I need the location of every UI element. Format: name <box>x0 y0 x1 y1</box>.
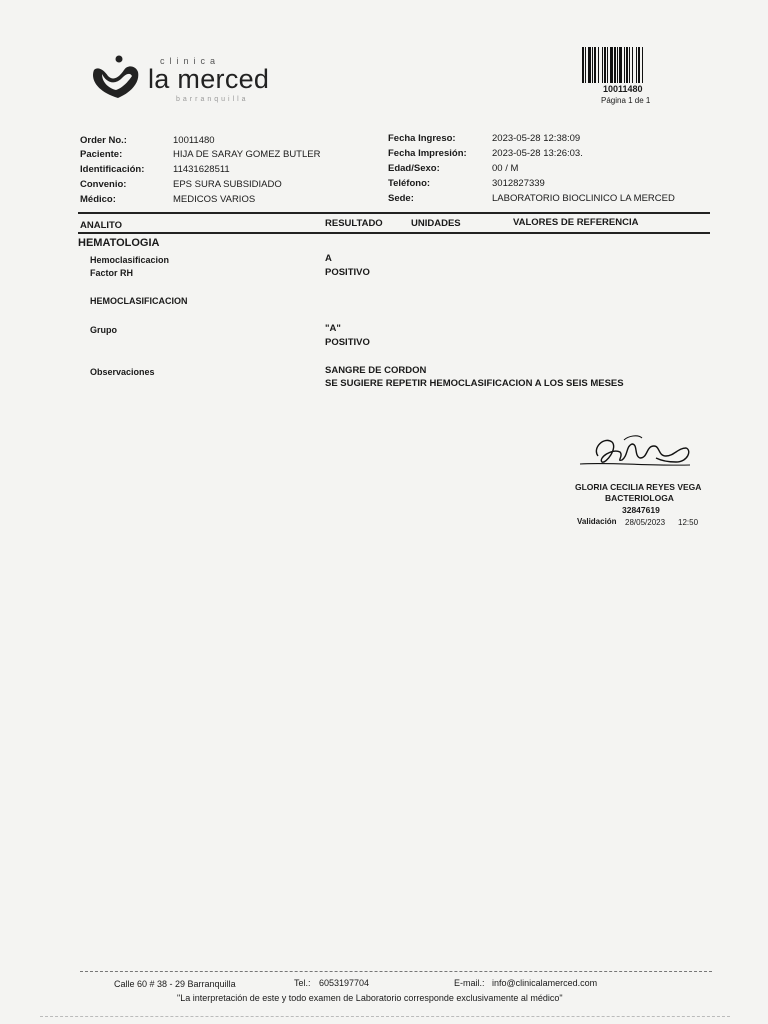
grupo-rh-value: POSITIVO <box>325 337 370 348</box>
order-no-label: Order No.: <box>80 135 127 146</box>
column-analito: ANALITO <box>80 220 123 231</box>
footer-tel-value: 6053197704 <box>319 978 370 988</box>
signer-id: 32847619 <box>622 505 660 515</box>
order-no-value: 10011480 <box>173 135 215 146</box>
page-indicator: Página 1 de 1 <box>601 96 651 105</box>
logo-main-text: la merced <box>148 64 270 94</box>
edad-sexo-label: Edad/Sexo: <box>388 163 440 174</box>
clinic-logo <box>88 52 148 102</box>
validation-date: 28/05/2023 <box>625 518 666 527</box>
footer-email-value: info@clinicalamerced.com <box>492 978 598 988</box>
signer-role: BACTERIOLOGA <box>605 493 674 503</box>
fecha-impresion-label: Fecha Impresión: <box>388 148 467 159</box>
logo-tagline: barranquilla <box>176 96 249 103</box>
validation-time: 12:50 <box>678 518 699 527</box>
telefono-label: Teléfono: <box>388 178 431 189</box>
barcode-number: 10011480 <box>603 84 643 94</box>
footer-email-label: E-mail.: <box>454 978 485 988</box>
observaciones-label: Observaciones <box>90 367 155 377</box>
telefono-value: 3012827339 <box>492 178 545 189</box>
validation-label: Validación <box>577 517 617 526</box>
footer-tel-label: Tel.: <box>294 978 311 988</box>
hemoclasificacion-value: A <box>325 253 332 264</box>
sede-value: LABORATORIO BIOCLINICO LA MERCED <box>492 193 675 204</box>
footer-address: Calle 60 # 38 - 29 Barranquilla <box>114 979 236 989</box>
medico-label: Médico: <box>80 194 116 205</box>
signer-name: GLORIA CECILIA REYES VEGA <box>575 482 702 492</box>
barcode <box>582 47 670 83</box>
convenio-value: EPS SURA SUBSIDIADO <box>173 179 282 190</box>
fecha-ingreso-label: Fecha Ingreso: <box>388 133 456 144</box>
section-title: HEMATOLOGIA <box>78 237 160 249</box>
column-valores-referencia: VALORES DE REFERENCIA <box>513 217 639 228</box>
footer-note: "La interpretación de este y todo examen de Laboratorio corresponde exclusivamente al médico" <box>177 993 563 1003</box>
logo-small-text: clinica <box>160 56 221 66</box>
column-unidades: UNIDADES <box>411 218 461 229</box>
fecha-impresion-value: 2023-05-28 13:26:03. <box>492 148 583 159</box>
hemoclasificacion-subheading: HEMOCLASIFICACION <box>90 296 188 306</box>
factor-rh-value: POSITIVO <box>325 267 370 278</box>
header-top-rule <box>78 212 710 214</box>
identification-label: Identificación: <box>80 164 145 175</box>
sede-label: Sede: <box>388 193 414 204</box>
hemoclasificacion-label: Hemoclasificacion <box>90 255 170 265</box>
bottom-scan-edge <box>40 1016 730 1017</box>
edad-sexo-value: 00 / M <box>492 163 519 174</box>
patient-value: HIJA DE SARAY GOMEZ BUTLER <box>173 149 321 160</box>
fecha-ingreso-value: 2023-05-28 12:38:09 <box>492 133 581 144</box>
header-bottom-rule <box>78 232 710 234</box>
patient-label: Paciente: <box>80 149 123 160</box>
identification-value: 11431628511 <box>173 164 230 175</box>
column-resultado: RESULTADO <box>325 218 383 229</box>
footer-divider <box>80 971 712 972</box>
observaciones-value-2: SE SUGIERE REPETIR HEMOCLASIFICACION A LOS SEIS MESES <box>325 378 624 389</box>
convenio-label: Convenio: <box>80 179 127 190</box>
heart-logo-icon <box>88 52 148 102</box>
signature-image <box>578 428 698 478</box>
medico-value: MEDICOS VARIOS <box>173 194 256 205</box>
grupo-label: Grupo <box>90 325 117 335</box>
factor-rh-label: Factor RH <box>90 268 134 278</box>
observaciones-value-1: SANGRE DE CORDON <box>325 365 427 376</box>
grupo-value: "A" <box>325 323 341 334</box>
